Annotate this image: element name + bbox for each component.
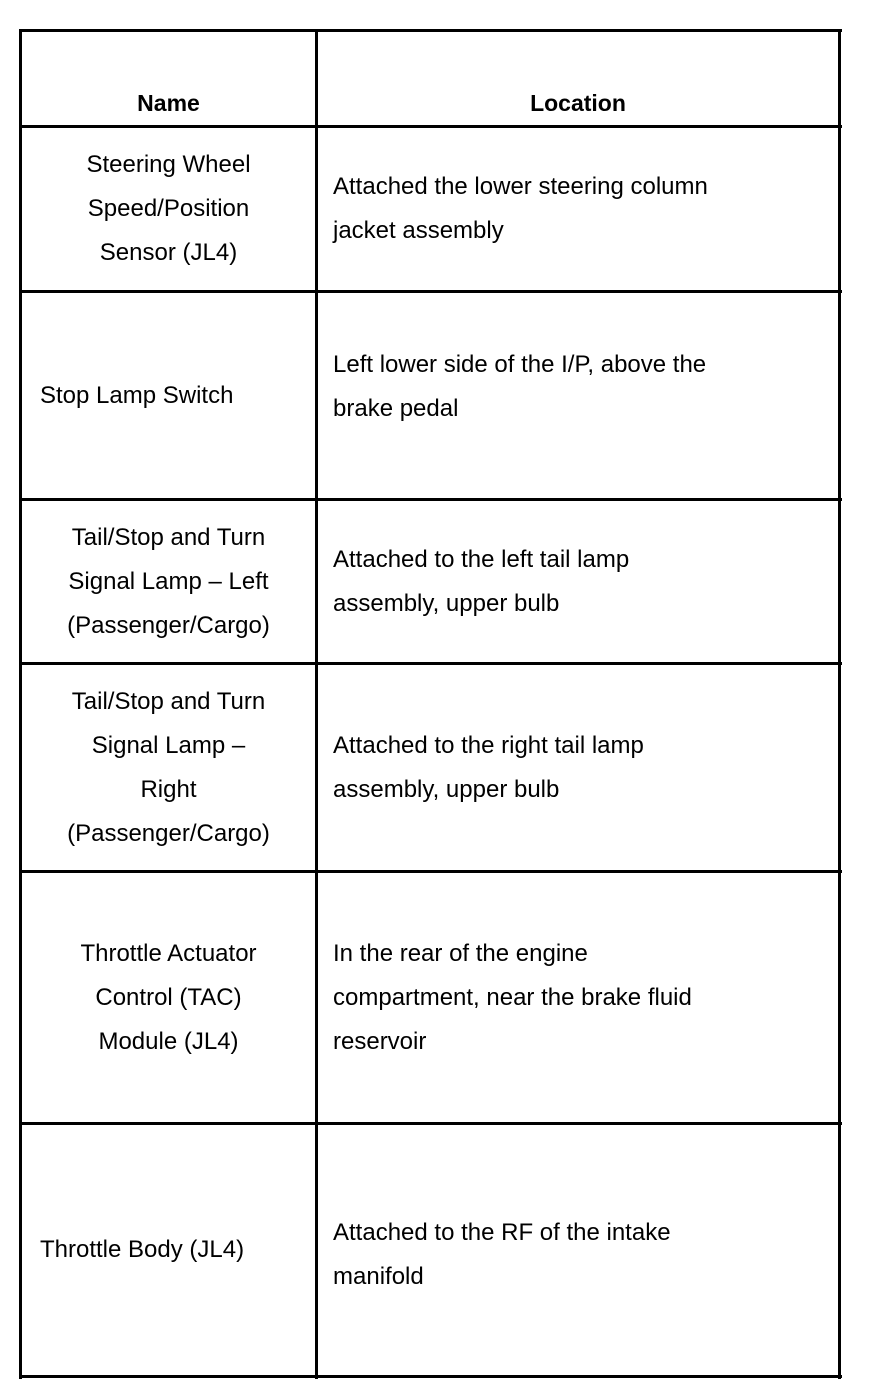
table-border-right	[838, 29, 841, 1379]
column-header-name: Name	[137, 90, 200, 116]
table-border-bottom	[19, 1375, 842, 1378]
table-cell-location: Attached to the RF of the intake manifold	[333, 1219, 671, 1290]
component-location-table	[19, 29, 842, 1379]
table-cell-location: Attached to the right tail lamp assembly, upper bulb	[333, 731, 644, 803]
table-cell-location: Attached the lower steering column jacket assembly	[333, 173, 708, 244]
table-cell-location: In the rear of the engine compartment, near the brake fluid reservoir	[333, 939, 692, 1055]
table-cell-location: Left lower side of the I/P, above the brake pedal	[333, 351, 707, 422]
table-border-top	[19, 29, 842, 32]
table-cell-name: Tail/Stop and Turn Signal Lamp – Left (Passenger/Cargo)	[67, 523, 270, 639]
table-cell-location: Attached to the left tail lamp assembly, upper bulb	[333, 545, 630, 617]
table-cell-name: Steering Wheel Speed/Position Sensor (JL4)	[86, 151, 251, 266]
table-cell-name: Throttle Actuator Control (TAC) Module (JL4)	[80, 939, 257, 1055]
table-cell-name: Throttle Body (JL4)	[40, 1236, 245, 1263]
table-cell-name: Tail/Stop and Turn Signal Lamp – Right (Passenger/Cargo)	[67, 687, 270, 847]
column-header-location: Location	[530, 90, 626, 116]
table-cell-name: Stop Lamp Switch	[40, 381, 234, 409]
